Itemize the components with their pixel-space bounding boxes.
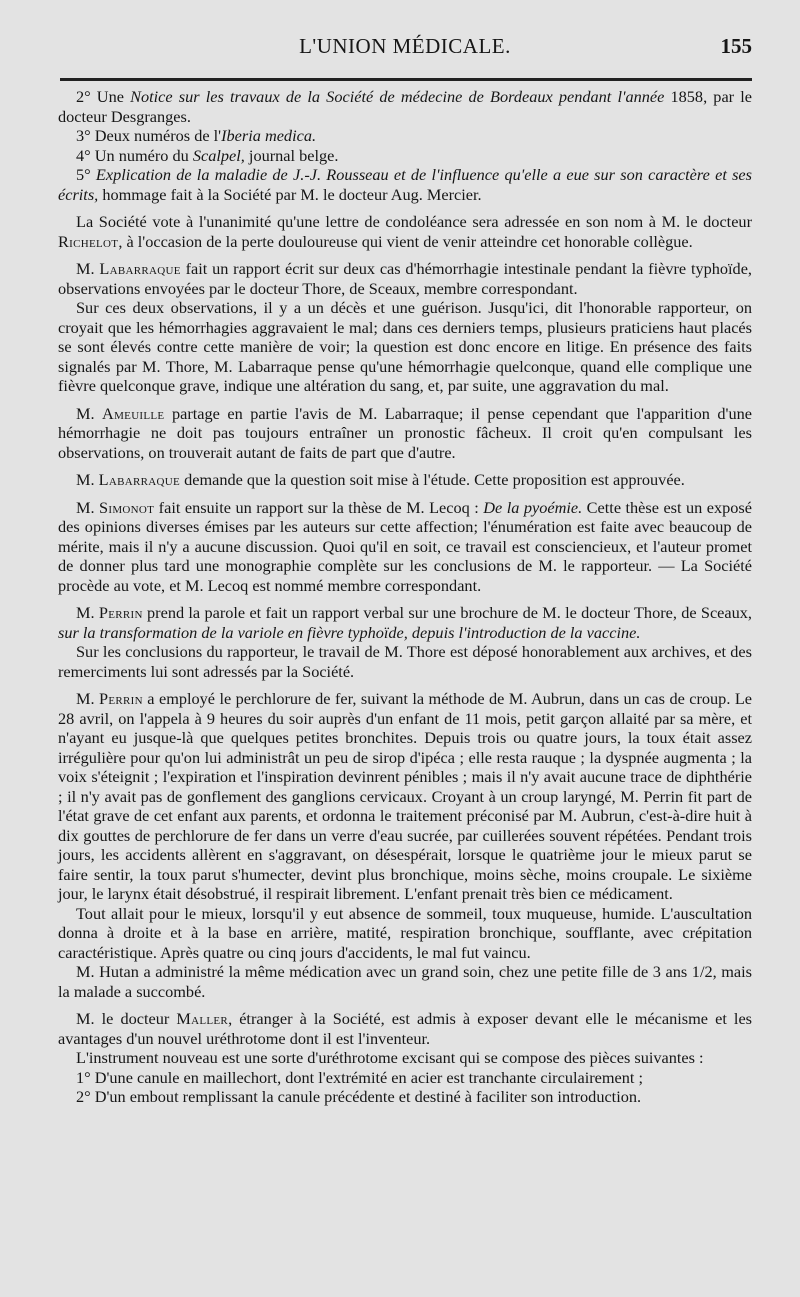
paragraph-maller: M. le docteur Maller, étranger à la Société, est admis à exposer devant elle le mécanisme et les avantages d'un nouvel uréthrotome dont il est l'inventeur. [58,1009,753,1048]
paragraph-labarraque-report: M. Labarraque fait un rapport écrit sur deux cas d'hémorrhagie intestinale pendant la fièvre typhoïde, observations envoyées par le docteur Thore, de Sceaux, membre correspondant. [58,259,752,298]
page-header [58,28,752,64]
list-item: 2° Une Notice sur les travaux de la Société de médecine de Bordeaux pendant l'année 1858, par le docteur Desgranges. [58,87,752,126]
paragraph-simonot: M. Simonot fait ensuite un rapport sur la thèse de M. Lecoq : De la pyoémie. Cette thèse est un exposé des opinions diverses émises par les auteurs sur cette affection; l'énumération est faite avec beaucoup de mérite, mais il n'y a aucune discussion. Quoi qu'il en soit, ce travail est consciencieux, et l'auteur promet de donner plus tard une monographie complète sur les conclusions de M. le rapporteur. — La Société procède au vote, et M. Lecoq est nommé membre correspondant. [58,497,752,595]
paragraph-auscultation: Tout allait pour le mieux, lorsqu'il y eut absence de sommeil, toux muqueuse, humide. L'auscultation donna à droite et à la base en arrière, matité, respiration bronchique, soufflante, avec crépitation caractéristique. Après quatre ou cinq jours d'accidents, le mal fut vaincu. [58,903,752,962]
paragraph-piece-1: 1° D'une canule en maillechort, dont l'extrémité en acier est tranchante circulairement ; [76,1067,644,1087]
header-rule [60,78,752,81]
paragraph-labarraque-observations: Sur ces deux observations, il y a un décès et une guérison. Jusqu'ici, dit l'honorable rapporteur, on croyait que les hémorrhagies aggravaient le mal; dans ces derniers temps, plusieurs praticiens haut placés se sont élevés contre cette manière de voir; la question est donc encore en litige. En présence des faits signalés par M. Thore, M. Labarraque pense qu'une hémorrhagie quelconque, quand elle complique une fièvre quelconque grave, indique une altération du sang, et, par suite, une aggravation du mal. [58,298,752,395]
paragraph-perrin-croup: M. Perrin a employé le perchlorure de fer, suivant la méthode de M. Aubrun, dans un cas de croup. Le 28 avril, on l'appela à 9 heures du soir auprès d'un enfant de 11 mois, petit garçon allaité par sa mère, et n'ayant eu jusque-là que quelques petites bronchites. Depuis trois ou quatre jours, la toux était assez irrégulière pour qu'on lui administrât un peu de sirop d'ipéca ; elle resta rauque ; la dyspnée augmenta ; la voix s'éteignit ; l'expiration et l'inspiration devinrent pénibles ; mais il n'y avait aucune trace de diphthérie ; il n'y avait pas de gonflement des ganglions cervicaux. Croyant à un croup laryngé, M. Perrin fit part de l'état grave de cet enfant aux parents, et ordonna le traitement préconisé par M. Aubrun, c'est-à-dire huit à dix gouttes de perchlorure de fer dans un verre d'eau sucrée, par cuillerées souvent répétées. Pendant trois jours, les accidents allèrent en s'aggravant, on désespérait, lorsque le quatrième jour le mieux parut se faire sentir, la toux parut s'humecter, devint plus bronchique, moins sèche, moins croupale. Le sixième jour, le larynx était désobstrué, il respirait librement. L'enfant prenait très bien ce médicament. [58,689,753,903]
running-title: L'UNION MÉDICALE. [299,34,511,58]
paragraph-conclusions: Sur les conclusions du rapporteur, le travail de M. Thore est déposé honorablement aux archives, et des remerciments lui sont adressés par la Société. [58,642,752,681]
list-item: 5° Explication de la maladie de J.-J. Rousseau et de l'influence qu'elle a eue sur son caractère et ses écrits, hommage fait à la Société par M. le docteur Aug. Mercier. [58,165,752,204]
list-item: 4° Un numéro du Scalpel, journal belge. [76,145,339,165]
paragraph-piece-2: 2° D'un embout remplissant la canule précédente et destiné à faciliter son introduction. [76,1087,642,1106]
paragraph-labarraque-demand: M. Labarraque demande que la question soit mise à l'étude. Cette proposition est approuvée. [76,470,685,489]
paragraph-perrin-brochure: M. Perrin prend la parole et fait un rapport verbal sur une brochure de M. le docteur Thore, de Sceaux, sur la transformation de la variole en fièvre typhoïde, depuis l'introduction de la vaccine. [58,603,752,642]
paragraph-condoleance: La Société vote à l'unanimité qu'une lettre de condoléance sera adressée en son nom à M. le docteur Richelot, à l'occasion de la perte douloureuse qui vient de venir atteindre cet honorable collègue. [58,212,752,251]
page-number: 155 [720,34,752,58]
paragraph-ameuille: M. Ameuille partage en partie l'avis de M. Labarraque; il pense cependant que l'apparition d'une hémorrhagie ne doit pas toujours entraîner un pronostic fâcheux. Il croit qu'en compulsant les observations, on trouverait autant de faits de part que d'autre. [58,403,752,462]
page-body [58,87,752,1107]
paragraph-instrument: L'instrument nouveau est une sorte d'uréthrotome excisant qui se compose des pièces suivantes : [76,1048,704,1067]
list-item: 3° Deux numéros de l'Iberia medica. [76,126,317,145]
paragraph-hutan: M. Hutan a administré la même médication avec un grand soin, chez une petite fille de 3 ans 1/2, mais la malade a succombé. [58,962,752,1001]
